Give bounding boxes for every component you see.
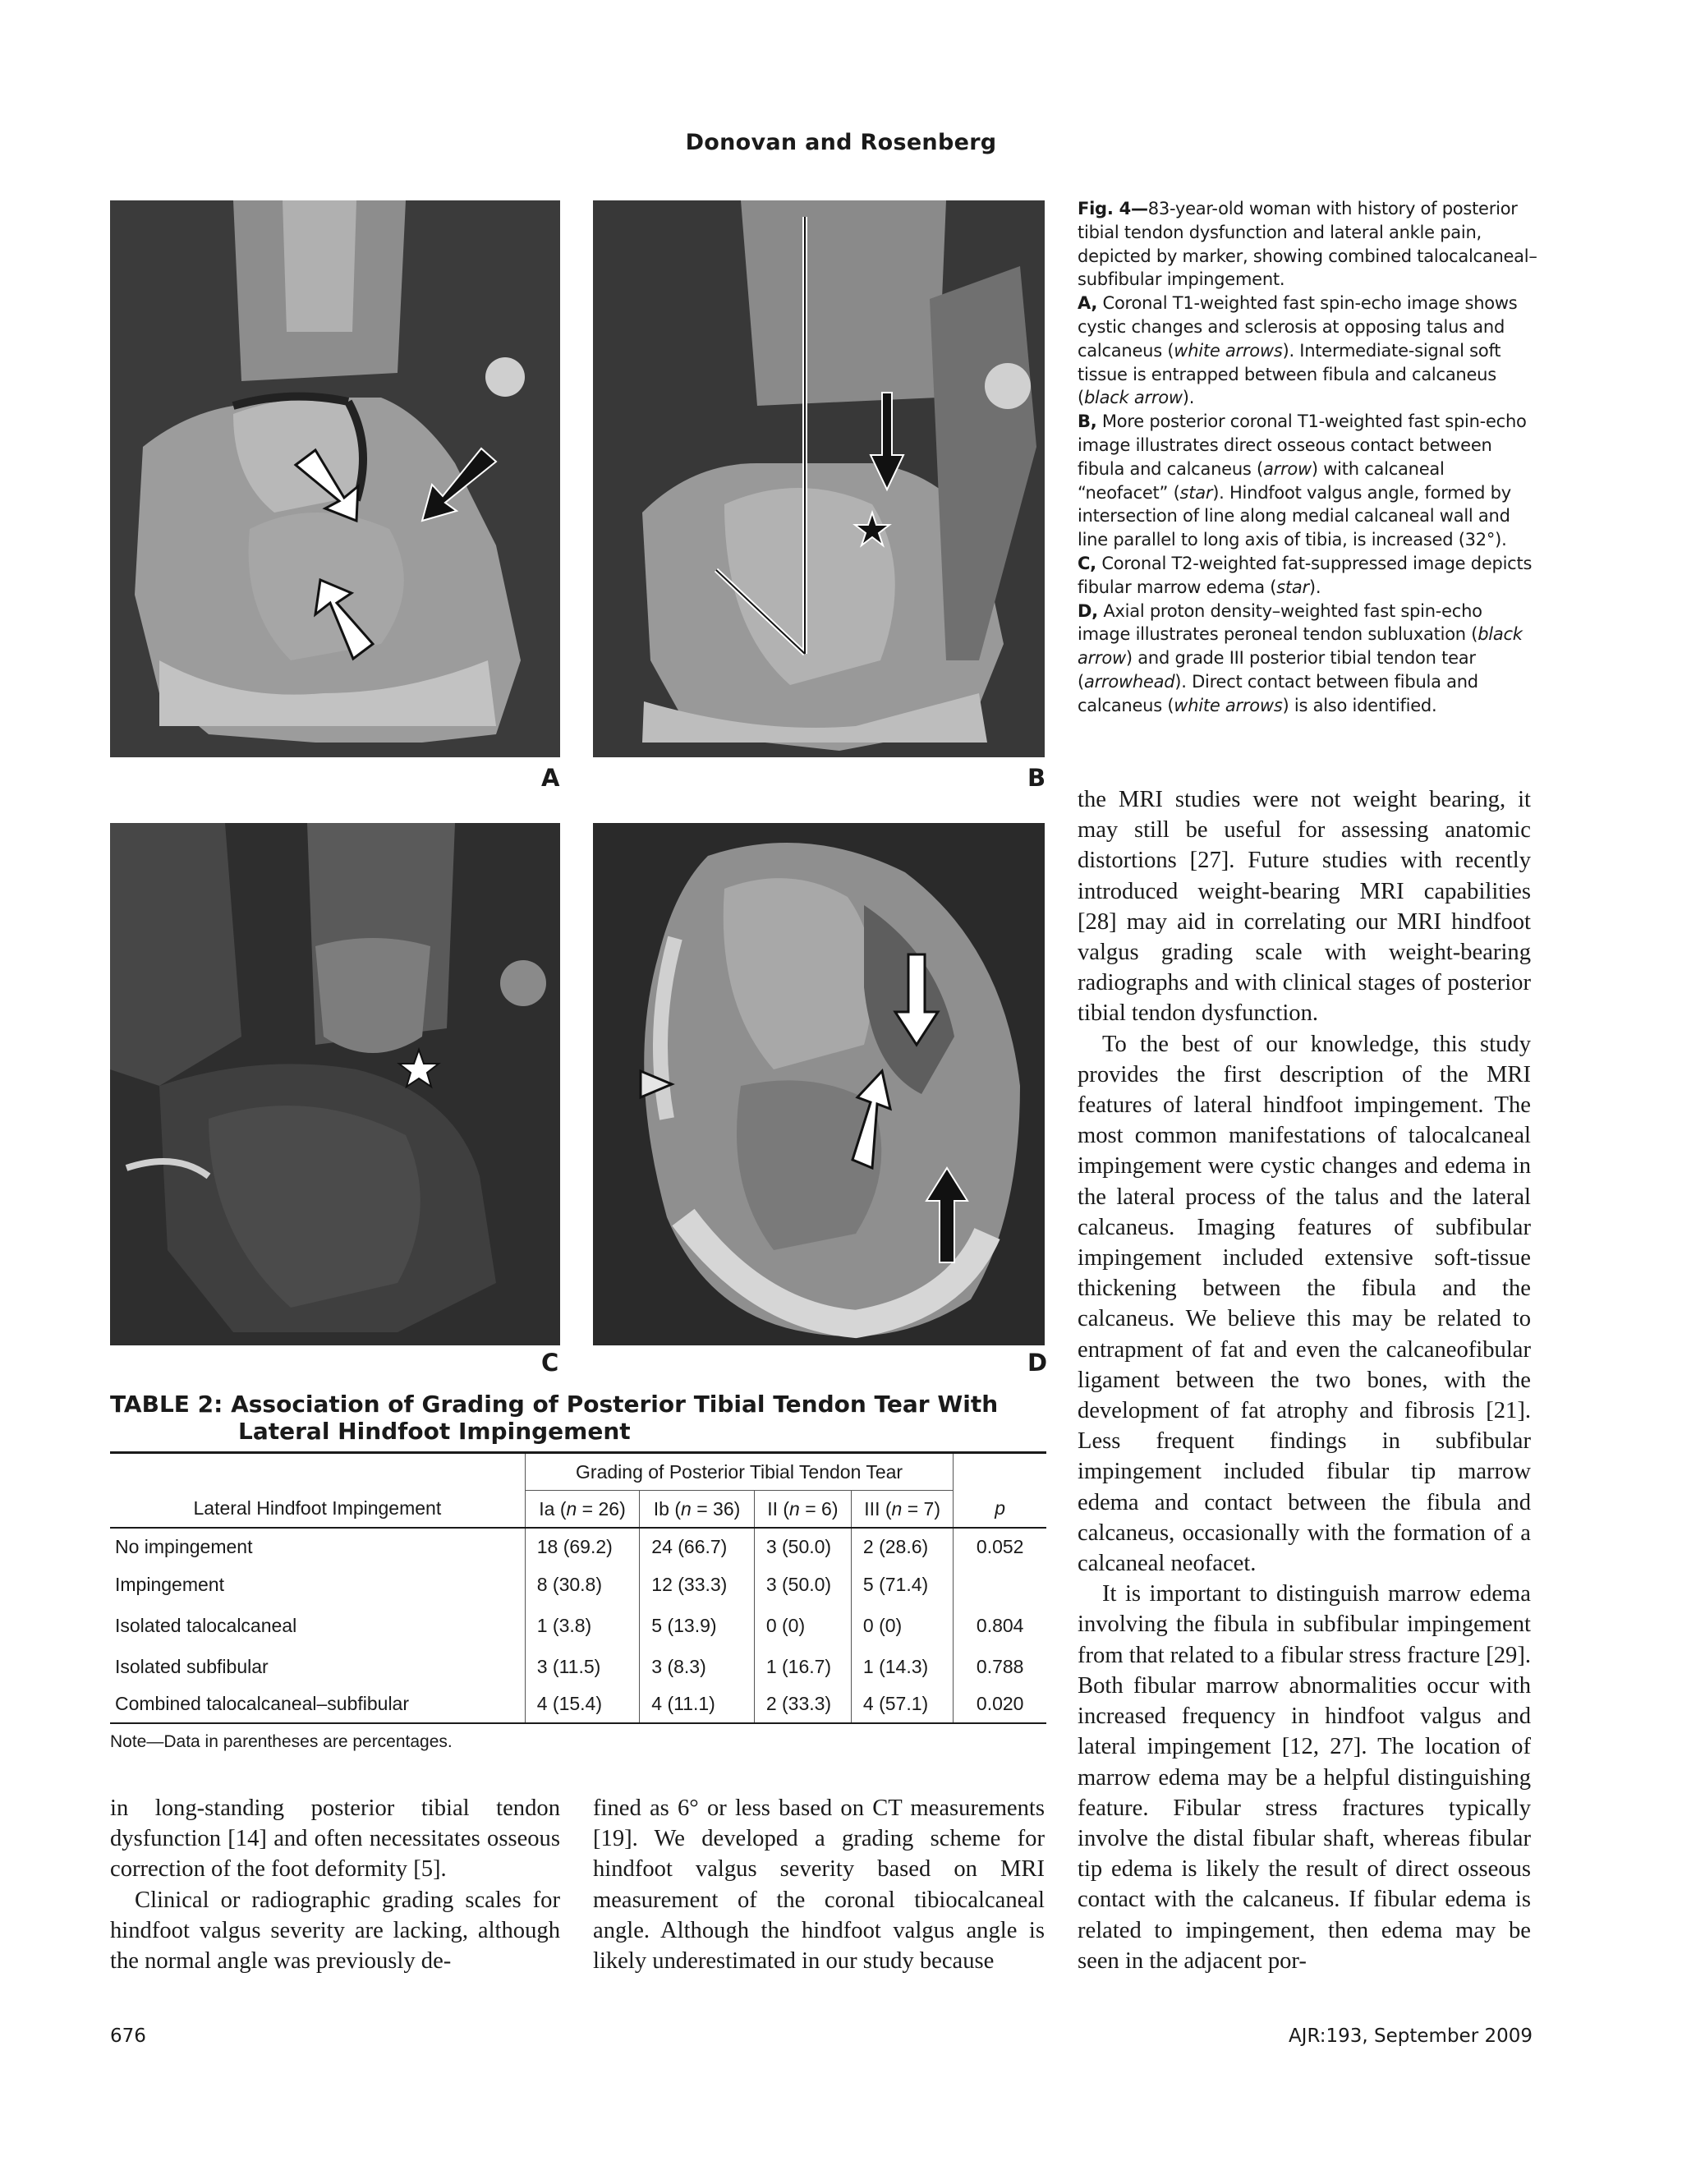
panel-label-b: B [1027, 764, 1046, 792]
caption-c-text: Coronal T2-weighted fat-suppressed image depicts fibular marrow edema ( [1078, 553, 1533, 597]
p-value [954, 1566, 1046, 1603]
caption-a-italic: white arrows [1174, 340, 1283, 361]
p-header: p [995, 1497, 1006, 1520]
table-title-line1: TABLE 2: Association of Grading of Posterior Tibial Tendon Tear With [110, 1391, 999, 1418]
table-cell: 1 (16.7) [754, 1648, 851, 1685]
paragraph: To the best of our knowledge, this study provides the first description of the MRI features of lateral hindfoot impingement. The most common manifestations of talocalcaneal impingement were cystic changes and edema in the lateral process of the talus and the lateral calcaneus. Imaging features of subfibular impingement included extensive soft-tissue thickening between the fibula and the calcaneus. We believe this may be related to entrapment of fat and even the calcaneofibular ligament between the two bones, with the development of fat atrophy and fibrosis [21]. Less frequent findings in subfibular impingement included fibular tip marrow edema and contact between the fibula and calcaneus, occasionally with the formation of a calcaneal neofacet. [1078, 1031, 1531, 1577]
col-header-n: n [681, 1497, 692, 1520]
table-cell: 3 (11.5) [525, 1648, 640, 1685]
table-cell: 24 (66.7) [640, 1528, 755, 1566]
caption-d-text: Axial proton density–weighted fast spin-echo image illustrates peroneal tendon subluxation ( [1078, 600, 1482, 645]
col-header-text: III ( [864, 1497, 892, 1520]
table-row [110, 1566, 1046, 1603]
caption-d-text: ) and grade III posterior tibial tendon tear ( [1078, 648, 1476, 692]
table-cell: 4 (15.4) [525, 1685, 640, 1723]
col-header-n: n [566, 1497, 577, 1520]
col-header-n: n [789, 1497, 800, 1520]
paragraph: in long-standing posterior tibial tendon dysfunction [14] and often necessitates osseous correction of the foot deformity [5]. [110, 1795, 560, 1883]
table-cell: 5 (71.4) [851, 1566, 953, 1603]
table-cell: 2 (33.3) [754, 1685, 851, 1723]
caption-b-text: ) with calcaneal “neofacet” ( [1078, 458, 1445, 503]
caption-d-text: ). Direct contact between fibula and calcaneus ( [1078, 671, 1478, 715]
caption-d-label: D, [1078, 600, 1098, 621]
col-header-text: Ib ( [653, 1497, 682, 1520]
table-cell: 2 (28.6) [851, 1528, 953, 1566]
caption-c-text: ). [1308, 577, 1321, 597]
table-cell: 12 (33.3) [640, 1566, 755, 1603]
caption-b-italic: star [1179, 482, 1213, 503]
caption-b-text: More posterior coronal T1-weighted fast spin-echo image illustrates direct osseous contact between fibula and calcaneus ( [1078, 412, 1527, 479]
row-label: Isolated talocalcaneal [110, 1603, 525, 1648]
row-label: Isolated subfibular [110, 1648, 525, 1685]
row-label: Combined talocalcaneal–subfibular [110, 1685, 525, 1723]
caption-d-italic: white arrows [1174, 695, 1283, 715]
table-cell: 0 (0) [754, 1603, 851, 1648]
table-cell: 1 (14.3) [851, 1648, 953, 1685]
caption-a-label: A, [1078, 293, 1098, 314]
col-header-iii [851, 1491, 953, 1529]
figure-panel-b [593, 200, 1045, 757]
table-cell: 5 (13.9) [640, 1603, 755, 1648]
table-row [110, 1648, 1046, 1685]
paragraph: fined as 6° or less based on CT measurements [19]. We developed a grading scheme for hindfoot valgus severity based on MRI measurement of the coronal tibiocalcaneal angle. Although the hindfoot valgus angle is likely underestimated in our study because [593, 1795, 1045, 1975]
col-header-ib [640, 1491, 755, 1529]
figure-panel-d [593, 823, 1045, 1345]
col-header-text: = 26) [577, 1497, 626, 1520]
table-body [110, 1528, 1046, 1723]
caption-a-text: ). [1182, 388, 1195, 408]
table-cell: 3 (50.0) [754, 1528, 851, 1566]
body-column-2 [593, 1793, 1045, 1976]
row-label: Impingement [110, 1566, 525, 1603]
panel-label-a: A [541, 764, 560, 792]
table-cell: 3 (8.3) [640, 1648, 755, 1685]
paragraph: It is important to distinguish marrow edema involving the fibula in subfibular impingement from that related to a fibular stress fracture [29]. Both fibular marrow abnormalities occur with increased frequency in hindfoot valgus and lateral impingement [12, 27]. The location of marrow edema may be a helpful distinguishing feature. Fibular stress fractures typically involve the distal fibular shaft, whereas fibular tip edema is likely the result of direct osseous contact with the calcaneus. If fibular edema is related to impingement, then edema may be seen in the adjacent por- [1078, 1581, 1531, 1974]
col-header-text: Ia ( [539, 1497, 567, 1520]
figure-panel-c [110, 823, 560, 1345]
col-header-n: n [891, 1497, 903, 1520]
caption-b-label: B, [1078, 412, 1097, 432]
caption-d-italic: black arrow [1078, 624, 1523, 669]
p-value: 0.052 [976, 1536, 1024, 1557]
data-table [110, 1451, 1046, 1724]
caption-a-italic: black arrow [1083, 388, 1183, 408]
table-cell: 4 (57.1) [851, 1685, 953, 1723]
paragraph: Clinical or radiographic grading scales for hindfoot valgus severity are lacking, although the normal angle was previously de- [110, 1887, 560, 1975]
caption-c-label: C, [1078, 553, 1096, 573]
table-row [110, 1685, 1046, 1723]
table-row [110, 1603, 1046, 1648]
row-header: Lateral Hindfoot Impingement [110, 1491, 525, 1529]
caption-intro: 83-year-old woman with history of posterior tibial tendon dysfunction and lateral ankle pain, depicted by marker, showing combined talocalcaneal–subfibular impingement. [1078, 199, 1537, 290]
table-title [110, 1391, 1046, 1445]
p-value: 0.804 [976, 1614, 1024, 1636]
table-cell: 8 (30.8) [525, 1566, 640, 1603]
col-header-text: = 7) [902, 1497, 940, 1520]
table-title-line2: Lateral Hindfoot Impingement [238, 1418, 631, 1445]
table-cell: 1 (3.8) [525, 1603, 640, 1648]
caption-d-text: ) is also identified. [1282, 695, 1437, 715]
body-column-3 [1078, 784, 1531, 1976]
figure-panel-a [110, 200, 560, 757]
caption-a-text: Coronal T1-weighted fast spin-echo image shows cystic changes and sclerosis at opposing talus and calcaneus ( [1078, 293, 1518, 361]
figure-caption [1078, 197, 1537, 718]
journal-citation: AJR:193, September 2009 [1288, 2025, 1533, 2047]
col-header-ii [754, 1491, 851, 1529]
caption-a-text: ). Intermediate-signal soft tissue is entrapped between fibula and calcaneus ( [1078, 340, 1501, 408]
col-header-ia [525, 1491, 640, 1529]
table-cell: 18 (69.2) [525, 1528, 640, 1566]
caption-c-italic: star [1276, 577, 1309, 597]
table-note: Note—Data in parentheses are percentages. [110, 1732, 453, 1751]
body-column-1 [110, 1793, 560, 1976]
caption-d-italic: arrowhead [1083, 671, 1175, 692]
p-value: 0.788 [976, 1655, 1024, 1677]
panel-label-c: C [541, 1349, 559, 1377]
running-header: Donovan and Rosenberg [685, 130, 997, 155]
caption-b-text: ). Hindfoot valgus angle, formed by intersection of line along medial calcaneal wall and line parallel to long axis of tibia, is increased (32°). [1078, 482, 1511, 550]
col-header-text: II ( [767, 1497, 790, 1520]
table-cell: 0 (0) [851, 1603, 953, 1648]
panel-label-d: D [1027, 1349, 1048, 1377]
paragraph: the MRI studies were not weight bearing, it may still be useful for assessing anatomic distortions [27]. Future studies with recently introduced weight-bearing MRI capabilities [28] may aid in correlating our MRI hindfoot valgus grading scale with weight-bearing radiographs and with clinical stages of posterior tibial tendon dysfunction. [1078, 787, 1531, 1027]
col-header-text: = 36) [691, 1497, 741, 1520]
table-row [110, 1528, 1046, 1566]
table-cell: 3 (50.0) [754, 1566, 851, 1603]
p-value: 0.020 [976, 1693, 1024, 1714]
col-header-text: = 6) [799, 1497, 839, 1520]
group-header: Grading of Posterior Tibial Tendon Tear [525, 1453, 954, 1491]
page-number: 676 [110, 2025, 146, 2047]
caption-fig-label: Fig. 4— [1078, 199, 1148, 218]
caption-b-italic: arrow [1262, 458, 1312, 479]
table-cell: 4 (11.1) [640, 1685, 755, 1723]
row-label: No impingement [110, 1528, 525, 1566]
